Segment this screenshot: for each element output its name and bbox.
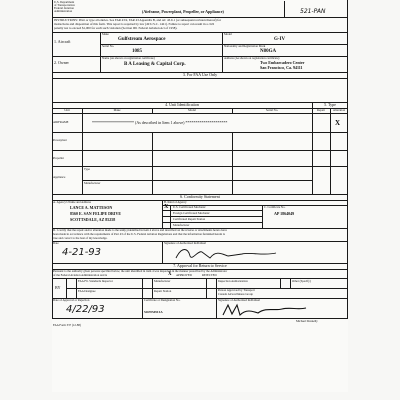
- certification-line-1: D. I certify that the repair and/or alteration made to the unit(s) identified in item 4 above and described on the reverse or attachments hereto have: [53, 228, 227, 232]
- agency-name-value: LANCE A. MATTESON: [70, 205, 113, 210]
- aircraft-label: 1. Aircraft: [54, 39, 71, 44]
- conformity-statement-label: 6. Conformity Statement: [180, 194, 220, 199]
- type-label: 5. Type: [324, 102, 336, 107]
- agency-name-label: A. Agency's Name and Address: [53, 200, 91, 204]
- approval-cert-label: Certificate or Designation No.: [144, 298, 181, 302]
- conformity-signature: [172, 244, 292, 263]
- certificate-number-label: C. Certificate No.: [264, 205, 286, 209]
- agency-line-3: Federal Aviation: [54, 6, 74, 10]
- conformity-date-value: 4-21-93: [62, 247, 102, 258]
- unit-identification-label: 4. Unit Identification: [165, 102, 199, 107]
- by-label: BY: [55, 285, 61, 290]
- agency-address-line-1: 8560 E. SAN FELIPE DRIVE: [70, 211, 122, 216]
- kind-option-repair-station: Certificated Repair Station: [173, 217, 206, 221]
- airframe-alteration-mark: X: [335, 119, 341, 127]
- approval-text-line-2: of the Federal Aviation Administration and is: [53, 273, 108, 277]
- agency-line-1: U.S. Department: [54, 0, 75, 4]
- option-faa-inspector: FAA Flt. Standards Inspector: [78, 279, 113, 283]
- col-make: Make: [113, 108, 121, 112]
- col-alteration: Alteration: [332, 108, 346, 112]
- agency-line-4: Administration: [54, 9, 73, 13]
- return-to-service-label: 7. Approval for Return to Service: [173, 263, 227, 268]
- col-model: Model: [188, 108, 196, 112]
- approved-label: APPROVED: [176, 273, 192, 277]
- option-transport-canada-2: Canada Airworthiness Group: [218, 292, 253, 296]
- make-label: Make: [102, 32, 109, 36]
- model-label: Model: [224, 32, 232, 36]
- certification-line-2: been made in accordance with the requirements of Part 43 of the U.S. Federal Aviation Regulations and that the information furnished herein is: [53, 232, 225, 236]
- option-manufacturer: Manufacturer: [154, 279, 171, 283]
- owner-address-line-1: Two Embarcadero Center: [260, 60, 305, 65]
- option-transport-canada-1: Person Approved by Transport: [218, 288, 255, 292]
- approval-signature-label: Signature of Authorized Individual: [218, 298, 260, 302]
- office-stamp: 521-PAN: [300, 8, 326, 15]
- approved-mark: X: [168, 272, 172, 277]
- option-inspection-authorization: Inspection Authorization: [218, 279, 248, 283]
- form-number: FAA Form 337 (12-88): [53, 323, 81, 327]
- form-title: (Airframe, Powerplant, Propeller, or Appliance): [142, 9, 224, 14]
- airframe-value: ********************* (As described in Item 1 above) *********************: [92, 120, 228, 125]
- option-repair-station: Repair Station: [154, 289, 172, 293]
- owner-name-value: B A Leasing & Capital Corp.: [124, 62, 186, 67]
- certificate-number-value: AP 1864049: [274, 211, 295, 216]
- instructions-line-1: INSTRUCTIONS: Print or type all entries. See FAR 43.9, FAR 43 Appendix B, and AC 43.9-1 (or subsequent revision thereof) for: [54, 18, 222, 22]
- approval-date-value: 4/22/93: [66, 304, 105, 315]
- model-value: G-IV: [274, 37, 286, 42]
- owner-address-line-2: San Francisco, Ca. 94111: [260, 65, 303, 70]
- kind-us-mechanic-mark: X: [164, 204, 169, 210]
- nationality-value: N80GA: [260, 49, 277, 54]
- instructions-line-2: instructions and disposition of this form. This report is required by law (49 U.S.C. 1421). Failure to report can result in a civil: [54, 22, 215, 26]
- appliance-manufacturer-label: Manufacturer: [84, 181, 101, 185]
- nationality-label: Nationality and Registration Mark: [224, 44, 266, 48]
- kind-option-us-mechanic: U.S. Certificated Mechanic: [173, 205, 206, 209]
- agency-line-2: of Transportation: [54, 3, 75, 7]
- propeller-label: Propeller: [53, 156, 64, 160]
- kind-of-agency-label: B. Kind of Agency: [164, 200, 187, 204]
- col-repair: Repair: [317, 108, 325, 112]
- approval-text-line-1: Pursuant to the authority given persons specified below, the unit identified in item 4 was inspected in the manner prescribed by the Administrator: [53, 269, 228, 273]
- owner-name-label: Name (As shown on registration certificate): [102, 56, 155, 60]
- powerplant-label: Powerplant: [53, 138, 67, 142]
- option-other: Other (Specify): [292, 279, 311, 283]
- make-value: Gulfstream Aerospace: [118, 37, 166, 42]
- approval-cert-value: 526705494 IA: [144, 310, 163, 314]
- form-sheet: [52, 0, 348, 392]
- col-serial: Serial No.: [265, 108, 279, 112]
- rejected-label: REJECTED: [202, 273, 217, 277]
- owner-address-label: Address (As shown on registration certificate): [224, 56, 280, 60]
- serial-label: Serial No.: [102, 44, 115, 48]
- appliance-type-label: Type: [84, 167, 90, 171]
- instructions-line-3: penalty not to exceed $1,000 for each such violation (Section 901 Federal Aviation Act of 1958).: [54, 26, 178, 30]
- option-faa-designee: FAA Designee: [78, 289, 96, 293]
- conformity-date-label: Date: [53, 241, 59, 245]
- conformity-signature-label: Signature of Authorized Individual: [164, 241, 206, 245]
- kind-option-manufacturer: Manufacturer: [173, 222, 190, 227]
- approval-signature: [220, 302, 310, 318]
- airframe-label: AIRFRAME: [53, 120, 69, 124]
- signer-name: Michael Donnelly: [296, 319, 318, 323]
- approval-date-label: Date of Approval or Rejection: [53, 298, 90, 302]
- col-unit: Unit: [64, 108, 70, 112]
- owner-label: 2. Owner: [54, 60, 69, 65]
- kind-option-foreign-mechanic: Foreign Certificated Mechanic: [173, 211, 210, 215]
- serial-value: 1085: [132, 49, 142, 54]
- faa-use-label: 3. For FAA Use Only: [182, 72, 218, 77]
- appliance-label: Appliance: [53, 175, 66, 179]
- certification-line-3: true and correct to the best of my knowledge.: [53, 236, 108, 240]
- agency-address-line-2: SCOTTSDALE, AZ 85258: [70, 217, 116, 222]
